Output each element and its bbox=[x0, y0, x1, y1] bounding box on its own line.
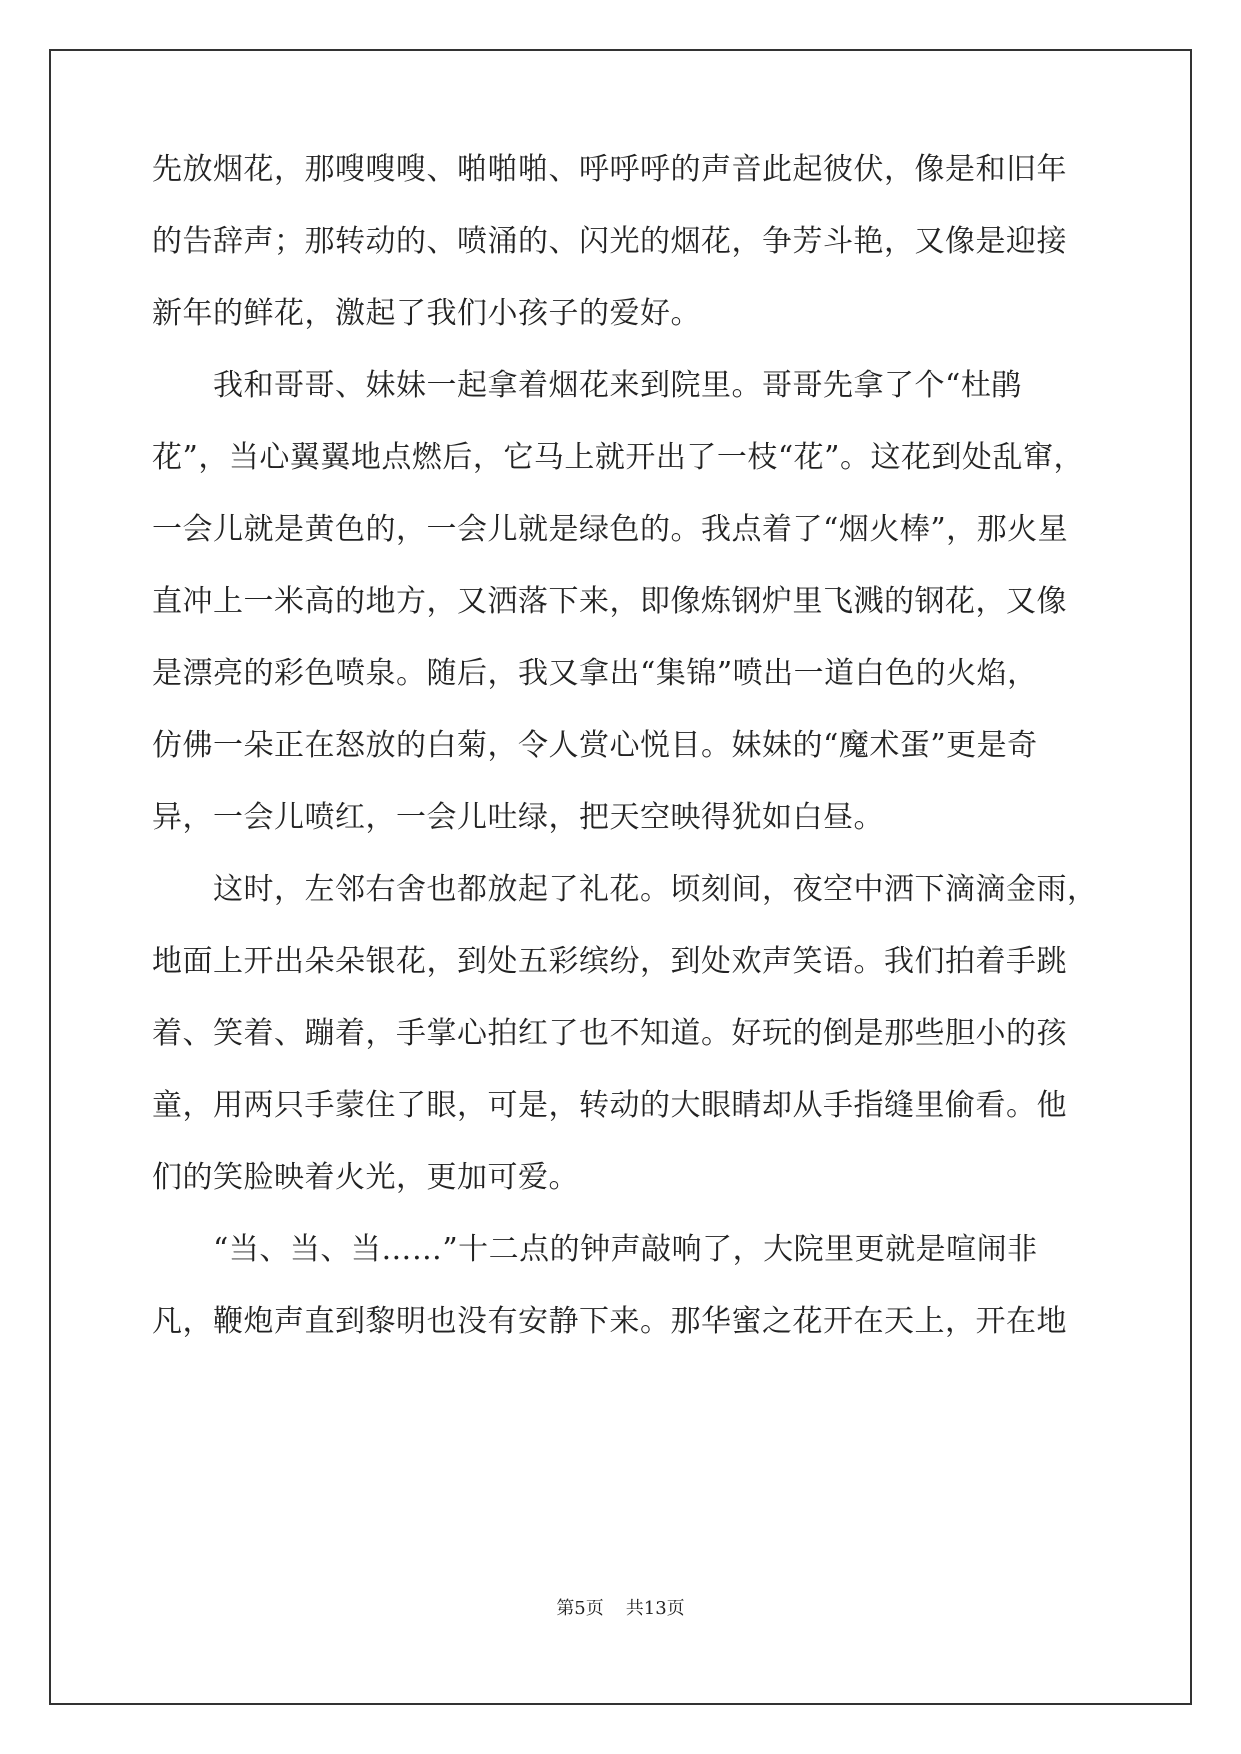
text-line: 直冲上一米高的地方，又洒落下来，即像炼钢炉里飞溅的钢花，又像 bbox=[152, 584, 1067, 619]
text-line: 着、笑着、蹦着，手掌心拍红了也不知道。好玩的倒是那些胆小的孩 bbox=[152, 1016, 1067, 1051]
text-line: 花”，当心翼翼地点燃后，它马上就开出了一枝“花”。这花到处乱窜， bbox=[152, 440, 1085, 475]
text-line: 先放烟花，那嗖嗖嗖、啪啪啪、呼呼呼的声音此起彼伏，像是和旧年 bbox=[152, 152, 1067, 187]
page-number: 第5页 bbox=[556, 1598, 604, 1619]
text-line: “当、当、当……”十二点的钟声敲响了，大院里更就是喧闹非 bbox=[152, 1232, 1038, 1267]
text-line: 这时，左邻右舍也都放起了礼花。顷刻间，夜空中洒下滴滴金雨， bbox=[152, 872, 1098, 907]
text-line: 童，用两只手蒙住了眼，可是，转动的大眼睛却从手指缝里偷看。他 bbox=[152, 1088, 1067, 1123]
text-line: 的告辞声；那转动的、喷涌的、闪光的烟花，争芳斗艳，又像是迎接 bbox=[152, 224, 1067, 259]
text-line: 们的笑脸映着火光，更加可爱。 bbox=[152, 1160, 579, 1195]
text-line: 新年的鲜花，激起了我们小孩子的爱好。 bbox=[152, 296, 701, 331]
page-total: 共13页 bbox=[625, 1598, 685, 1619]
text-line: 我和哥哥、妹妹一起拿着烟花来到院里。哥哥先拿了个“杜鹃 bbox=[152, 368, 1022, 403]
text-line: 一会儿就是黄色的，一会儿就是绿色的。我点着了“烟火棒”，那火星 bbox=[152, 512, 1069, 547]
text-line: 仿佛一朵正在怒放的白菊，令人赏心悦目。妹妹的“魔术蛋”更是奇 bbox=[152, 728, 1038, 763]
text-line: 地面上开出朵朵银花，到处五彩缤纷，到处欢声笑语。我们拍着手跳 bbox=[152, 944, 1067, 979]
text-line: 异，一会儿喷红，一会儿吐绿，把天空映得犹如白昼。 bbox=[152, 800, 884, 835]
page-footer bbox=[0, 1597, 1241, 1621]
text-line: 凡，鞭炮声直到黎明也没有安静下来。那华蜜之花开在天上，开在地 bbox=[152, 1304, 1067, 1339]
text-line: 是漂亮的彩色喷泉。随后，我又拿出“集锦”喷出一道白色的火焰， bbox=[152, 656, 1038, 691]
